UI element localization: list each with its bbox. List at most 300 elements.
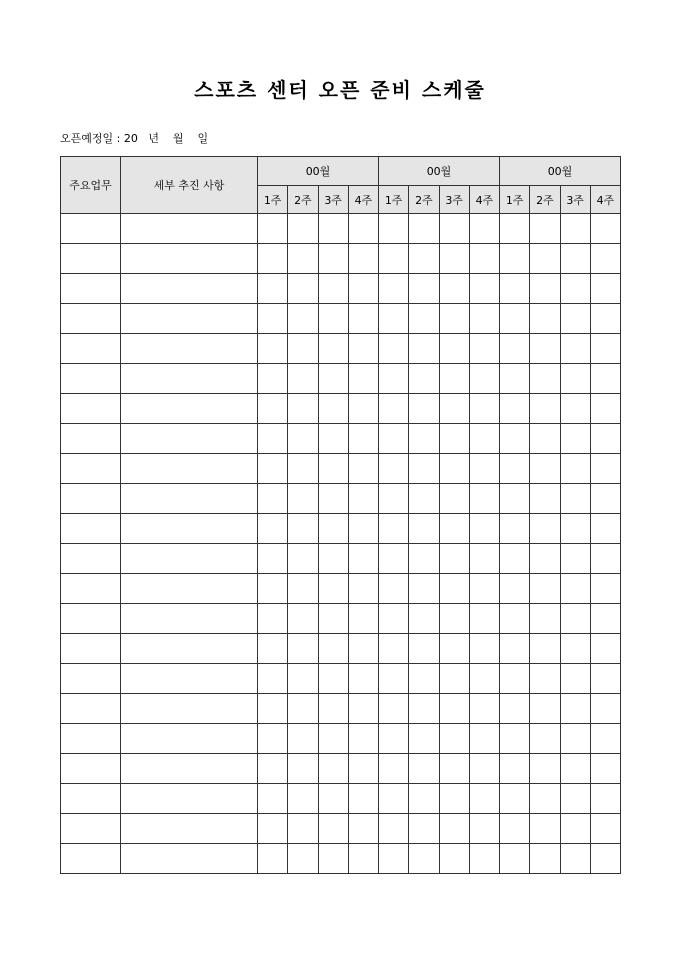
week-cell[interactable]: [439, 604, 469, 634]
week-cell[interactable]: [530, 634, 560, 664]
week-cell[interactable]: [348, 244, 378, 274]
week-cell[interactable]: [379, 754, 409, 784]
week-cell[interactable]: [500, 424, 530, 454]
week-cell[interactable]: [258, 394, 288, 424]
week-cell[interactable]: [258, 304, 288, 334]
week-cell[interactable]: [409, 634, 439, 664]
week-cell[interactable]: [318, 844, 348, 874]
week-cell[interactable]: [439, 784, 469, 814]
week-cell[interactable]: [258, 514, 288, 544]
detail-cell[interactable]: [121, 424, 258, 454]
week-cell[interactable]: [258, 214, 288, 244]
week-cell[interactable]: [288, 364, 318, 394]
week-cell[interactable]: [288, 544, 318, 574]
week-cell[interactable]: [500, 694, 530, 724]
week-cell[interactable]: [439, 664, 469, 694]
week-cell[interactable]: [409, 394, 439, 424]
week-cell[interactable]: [500, 574, 530, 604]
week-cell[interactable]: [560, 334, 590, 364]
week-cell[interactable]: [348, 724, 378, 754]
week-cell[interactable]: [469, 394, 499, 424]
week-cell[interactable]: [288, 304, 318, 334]
week-cell[interactable]: [469, 724, 499, 754]
week-cell[interactable]: [469, 754, 499, 784]
week-cell[interactable]: [560, 454, 590, 484]
week-cell[interactable]: [258, 664, 288, 694]
detail-cell[interactable]: [121, 244, 258, 274]
week-cell[interactable]: [288, 604, 318, 634]
week-cell[interactable]: [560, 724, 590, 754]
detail-cell[interactable]: [121, 844, 258, 874]
week-cell[interactable]: [348, 634, 378, 664]
week-cell[interactable]: [258, 694, 288, 724]
week-cell[interactable]: [288, 754, 318, 784]
week-cell[interactable]: [590, 694, 620, 724]
week-cell[interactable]: [348, 394, 378, 424]
detail-cell[interactable]: [121, 484, 258, 514]
main-task-cell[interactable]: [61, 274, 121, 304]
week-cell[interactable]: [288, 574, 318, 604]
week-cell[interactable]: [288, 454, 318, 484]
week-cell[interactable]: [530, 334, 560, 364]
week-cell[interactable]: [560, 574, 590, 604]
week-cell[interactable]: [258, 604, 288, 634]
week-cell[interactable]: [439, 214, 469, 244]
week-cell[interactable]: [348, 424, 378, 454]
week-cell[interactable]: [258, 634, 288, 664]
detail-cell[interactable]: [121, 604, 258, 634]
week-cell[interactable]: [439, 514, 469, 544]
week-cell[interactable]: [560, 784, 590, 814]
week-cell[interactable]: [288, 724, 318, 754]
week-cell[interactable]: [379, 784, 409, 814]
week-cell[interactable]: [288, 274, 318, 304]
week-cell[interactable]: [318, 394, 348, 424]
week-cell[interactable]: [469, 544, 499, 574]
week-cell[interactable]: [560, 274, 590, 304]
week-cell[interactable]: [258, 334, 288, 364]
week-cell[interactable]: [379, 244, 409, 274]
week-cell[interactable]: [590, 574, 620, 604]
week-cell[interactable]: [258, 574, 288, 604]
week-cell[interactable]: [590, 544, 620, 574]
week-cell[interactable]: [500, 754, 530, 784]
week-cell[interactable]: [288, 214, 318, 244]
week-cell[interactable]: [288, 424, 318, 454]
main-task-cell[interactable]: [61, 844, 121, 874]
week-cell[interactable]: [469, 334, 499, 364]
detail-cell[interactable]: [121, 364, 258, 394]
main-task-cell[interactable]: [61, 424, 121, 454]
week-cell[interactable]: [469, 364, 499, 394]
week-cell[interactable]: [318, 454, 348, 484]
week-cell[interactable]: [348, 214, 378, 244]
week-cell[interactable]: [590, 364, 620, 394]
week-cell[interactable]: [439, 304, 469, 334]
week-cell[interactable]: [318, 754, 348, 784]
week-cell[interactable]: [379, 424, 409, 454]
detail-cell[interactable]: [121, 334, 258, 364]
week-cell[interactable]: [409, 454, 439, 484]
week-cell[interactable]: [590, 274, 620, 304]
week-cell[interactable]: [348, 514, 378, 544]
week-cell[interactable]: [288, 634, 318, 664]
week-cell[interactable]: [258, 454, 288, 484]
week-cell[interactable]: [500, 844, 530, 874]
week-cell[interactable]: [530, 694, 560, 724]
week-cell[interactable]: [348, 304, 378, 334]
week-cell[interactable]: [590, 214, 620, 244]
week-cell[interactable]: [439, 574, 469, 604]
detail-cell[interactable]: [121, 454, 258, 484]
week-cell[interactable]: [379, 604, 409, 634]
week-cell[interactable]: [560, 604, 590, 634]
week-cell[interactable]: [379, 844, 409, 874]
main-task-cell[interactable]: [61, 694, 121, 724]
detail-cell[interactable]: [121, 634, 258, 664]
week-cell[interactable]: [590, 754, 620, 784]
week-cell[interactable]: [469, 424, 499, 454]
week-cell[interactable]: [500, 484, 530, 514]
week-cell[interactable]: [590, 484, 620, 514]
week-cell[interactable]: [348, 574, 378, 604]
week-cell[interactable]: [258, 364, 288, 394]
week-cell[interactable]: [439, 844, 469, 874]
week-cell[interactable]: [590, 514, 620, 544]
week-cell[interactable]: [439, 274, 469, 304]
main-task-cell[interactable]: [61, 514, 121, 544]
week-cell[interactable]: [469, 664, 499, 694]
week-cell[interactable]: [318, 244, 348, 274]
week-cell[interactable]: [348, 544, 378, 574]
week-cell[interactable]: [439, 454, 469, 484]
week-cell[interactable]: [258, 784, 288, 814]
week-cell[interactable]: [469, 784, 499, 814]
week-cell[interactable]: [379, 304, 409, 334]
detail-cell[interactable]: [121, 304, 258, 334]
detail-cell[interactable]: [121, 814, 258, 844]
week-cell[interactable]: [348, 814, 378, 844]
week-cell[interactable]: [590, 334, 620, 364]
week-cell[interactable]: [409, 244, 439, 274]
week-cell[interactable]: [530, 814, 560, 844]
week-cell[interactable]: [530, 574, 560, 604]
week-cell[interactable]: [530, 244, 560, 274]
week-cell[interactable]: [500, 784, 530, 814]
week-cell[interactable]: [469, 244, 499, 274]
week-cell[interactable]: [500, 214, 530, 244]
week-cell[interactable]: [318, 484, 348, 514]
week-cell[interactable]: [409, 304, 439, 334]
week-cell[interactable]: [288, 244, 318, 274]
detail-cell[interactable]: [121, 574, 258, 604]
week-cell[interactable]: [379, 364, 409, 394]
week-cell[interactable]: [469, 214, 499, 244]
main-task-cell[interactable]: [61, 574, 121, 604]
week-cell[interactable]: [439, 244, 469, 274]
week-cell[interactable]: [258, 424, 288, 454]
week-cell[interactable]: [530, 424, 560, 454]
week-cell[interactable]: [439, 364, 469, 394]
week-cell[interactable]: [409, 574, 439, 604]
main-task-cell[interactable]: [61, 454, 121, 484]
week-cell[interactable]: [288, 694, 318, 724]
week-cell[interactable]: [409, 544, 439, 574]
week-cell[interactable]: [379, 514, 409, 544]
week-cell[interactable]: [439, 394, 469, 424]
week-cell[interactable]: [469, 814, 499, 844]
week-cell[interactable]: [560, 214, 590, 244]
week-cell[interactable]: [288, 814, 318, 844]
week-cell[interactable]: [318, 274, 348, 304]
week-cell[interactable]: [288, 334, 318, 364]
week-cell[interactable]: [318, 514, 348, 544]
main-task-cell[interactable]: [61, 604, 121, 634]
main-task-cell[interactable]: [61, 634, 121, 664]
week-cell[interactable]: [348, 274, 378, 304]
week-cell[interactable]: [348, 664, 378, 694]
week-cell[interactable]: [409, 664, 439, 694]
week-cell[interactable]: [560, 424, 590, 454]
week-cell[interactable]: [530, 364, 560, 394]
week-cell[interactable]: [590, 664, 620, 694]
week-cell[interactable]: [288, 844, 318, 874]
week-cell[interactable]: [500, 514, 530, 544]
week-cell[interactable]: [379, 394, 409, 424]
week-cell[interactable]: [530, 844, 560, 874]
week-cell[interactable]: [348, 334, 378, 364]
week-cell[interactable]: [348, 784, 378, 814]
week-cell[interactable]: [348, 694, 378, 724]
detail-cell[interactable]: [121, 694, 258, 724]
week-cell[interactable]: [409, 484, 439, 514]
week-cell[interactable]: [409, 424, 439, 454]
week-cell[interactable]: [409, 844, 439, 874]
main-task-cell[interactable]: [61, 544, 121, 574]
week-cell[interactable]: [590, 244, 620, 274]
week-cell[interactable]: [409, 274, 439, 304]
week-cell[interactable]: [469, 304, 499, 334]
week-cell[interactable]: [318, 304, 348, 334]
week-cell[interactable]: [500, 394, 530, 424]
detail-cell[interactable]: [121, 214, 258, 244]
main-task-cell[interactable]: [61, 484, 121, 514]
week-cell[interactable]: [560, 364, 590, 394]
week-cell[interactable]: [560, 244, 590, 274]
week-cell[interactable]: [500, 274, 530, 304]
week-cell[interactable]: [379, 454, 409, 484]
week-cell[interactable]: [560, 544, 590, 574]
week-cell[interactable]: [258, 484, 288, 514]
week-cell[interactable]: [439, 634, 469, 664]
week-cell[interactable]: [469, 844, 499, 874]
week-cell[interactable]: [258, 844, 288, 874]
week-cell[interactable]: [590, 844, 620, 874]
week-cell[interactable]: [590, 784, 620, 814]
detail-cell[interactable]: [121, 754, 258, 784]
week-cell[interactable]: [258, 754, 288, 784]
week-cell[interactable]: [500, 634, 530, 664]
week-cell[interactable]: [318, 604, 348, 634]
week-cell[interactable]: [409, 784, 439, 814]
week-cell[interactable]: [409, 754, 439, 784]
week-cell[interactable]: [439, 334, 469, 364]
week-cell[interactable]: [590, 424, 620, 454]
week-cell[interactable]: [500, 304, 530, 334]
week-cell[interactable]: [379, 694, 409, 724]
week-cell[interactable]: [379, 544, 409, 574]
week-cell[interactable]: [560, 514, 590, 544]
week-cell[interactable]: [560, 814, 590, 844]
main-task-cell[interactable]: [61, 214, 121, 244]
week-cell[interactable]: [288, 664, 318, 694]
week-cell[interactable]: [530, 214, 560, 244]
week-cell[interactable]: [530, 664, 560, 694]
main-task-cell[interactable]: [61, 814, 121, 844]
week-cell[interactable]: [409, 364, 439, 394]
week-cell[interactable]: [409, 214, 439, 244]
week-cell[interactable]: [348, 454, 378, 484]
week-cell[interactable]: [500, 544, 530, 574]
week-cell[interactable]: [409, 334, 439, 364]
week-cell[interactable]: [379, 574, 409, 604]
week-cell[interactable]: [469, 604, 499, 634]
week-cell[interactable]: [318, 814, 348, 844]
week-cell[interactable]: [590, 724, 620, 754]
detail-cell[interactable]: [121, 784, 258, 814]
main-task-cell[interactable]: [61, 364, 121, 394]
week-cell[interactable]: [590, 304, 620, 334]
week-cell[interactable]: [258, 724, 288, 754]
main-task-cell[interactable]: [61, 784, 121, 814]
week-cell[interactable]: [590, 814, 620, 844]
week-cell[interactable]: [500, 364, 530, 394]
week-cell[interactable]: [530, 304, 560, 334]
week-cell[interactable]: [469, 274, 499, 304]
main-task-cell[interactable]: [61, 304, 121, 334]
week-cell[interactable]: [288, 784, 318, 814]
week-cell[interactable]: [590, 394, 620, 424]
week-cell[interactable]: [500, 814, 530, 844]
week-cell[interactable]: [379, 634, 409, 664]
week-cell[interactable]: [590, 454, 620, 484]
week-cell[interactable]: [318, 214, 348, 244]
week-cell[interactable]: [530, 784, 560, 814]
week-cell[interactable]: [439, 694, 469, 724]
main-task-cell[interactable]: [61, 394, 121, 424]
week-cell[interactable]: [348, 844, 378, 874]
week-cell[interactable]: [318, 364, 348, 394]
week-cell[interactable]: [318, 424, 348, 454]
week-cell[interactable]: [439, 814, 469, 844]
week-cell[interactable]: [288, 514, 318, 544]
week-cell[interactable]: [409, 814, 439, 844]
week-cell[interactable]: [530, 514, 560, 544]
main-task-cell[interactable]: [61, 334, 121, 364]
week-cell[interactable]: [560, 394, 590, 424]
week-cell[interactable]: [530, 724, 560, 754]
week-cell[interactable]: [258, 274, 288, 304]
week-cell[interactable]: [469, 454, 499, 484]
week-cell[interactable]: [409, 604, 439, 634]
detail-cell[interactable]: [121, 664, 258, 694]
week-cell[interactable]: [348, 364, 378, 394]
detail-cell[interactable]: [121, 274, 258, 304]
detail-cell[interactable]: [121, 514, 258, 544]
main-task-cell[interactable]: [61, 664, 121, 694]
week-cell[interactable]: [348, 754, 378, 784]
week-cell[interactable]: [500, 334, 530, 364]
week-cell[interactable]: [469, 574, 499, 604]
week-cell[interactable]: [530, 544, 560, 574]
week-cell[interactable]: [348, 484, 378, 514]
week-cell[interactable]: [318, 724, 348, 754]
week-cell[interactable]: [560, 634, 590, 664]
week-cell[interactable]: [409, 694, 439, 724]
week-cell[interactable]: [530, 454, 560, 484]
week-cell[interactable]: [560, 694, 590, 724]
week-cell[interactable]: [469, 634, 499, 664]
week-cell[interactable]: [318, 664, 348, 694]
week-cell[interactable]: [318, 634, 348, 664]
week-cell[interactable]: [409, 514, 439, 544]
week-cell[interactable]: [500, 244, 530, 274]
week-cell[interactable]: [288, 394, 318, 424]
main-task-cell[interactable]: [61, 244, 121, 274]
week-cell[interactable]: [500, 664, 530, 694]
week-cell[interactable]: [500, 454, 530, 484]
week-cell[interactable]: [469, 484, 499, 514]
week-cell[interactable]: [379, 664, 409, 694]
week-cell[interactable]: [439, 424, 469, 454]
week-cell[interactable]: [379, 724, 409, 754]
week-cell[interactable]: [379, 334, 409, 364]
week-cell[interactable]: [530, 484, 560, 514]
week-cell[interactable]: [530, 604, 560, 634]
week-cell[interactable]: [318, 544, 348, 574]
week-cell[interactable]: [590, 604, 620, 634]
week-cell[interactable]: [439, 544, 469, 574]
week-cell[interactable]: [379, 814, 409, 844]
week-cell[interactable]: [469, 694, 499, 724]
week-cell[interactable]: [530, 274, 560, 304]
week-cell[interactable]: [560, 664, 590, 694]
week-cell[interactable]: [318, 574, 348, 604]
week-cell[interactable]: [379, 274, 409, 304]
week-cell[interactable]: [258, 814, 288, 844]
week-cell[interactable]: [469, 514, 499, 544]
week-cell[interactable]: [258, 244, 288, 274]
detail-cell[interactable]: [121, 394, 258, 424]
week-cell[interactable]: [409, 724, 439, 754]
week-cell[interactable]: [530, 754, 560, 784]
week-cell[interactable]: [590, 634, 620, 664]
week-cell[interactable]: [560, 754, 590, 784]
week-cell[interactable]: [318, 334, 348, 364]
week-cell[interactable]: [500, 604, 530, 634]
week-cell[interactable]: [439, 754, 469, 784]
week-cell[interactable]: [439, 724, 469, 754]
week-cell[interactable]: [500, 724, 530, 754]
detail-cell[interactable]: [121, 544, 258, 574]
main-task-cell[interactable]: [61, 724, 121, 754]
week-cell[interactable]: [318, 694, 348, 724]
week-cell[interactable]: [530, 394, 560, 424]
week-cell[interactable]: [439, 484, 469, 514]
week-cell[interactable]: [379, 214, 409, 244]
week-cell[interactable]: [348, 604, 378, 634]
week-cell[interactable]: [560, 844, 590, 874]
